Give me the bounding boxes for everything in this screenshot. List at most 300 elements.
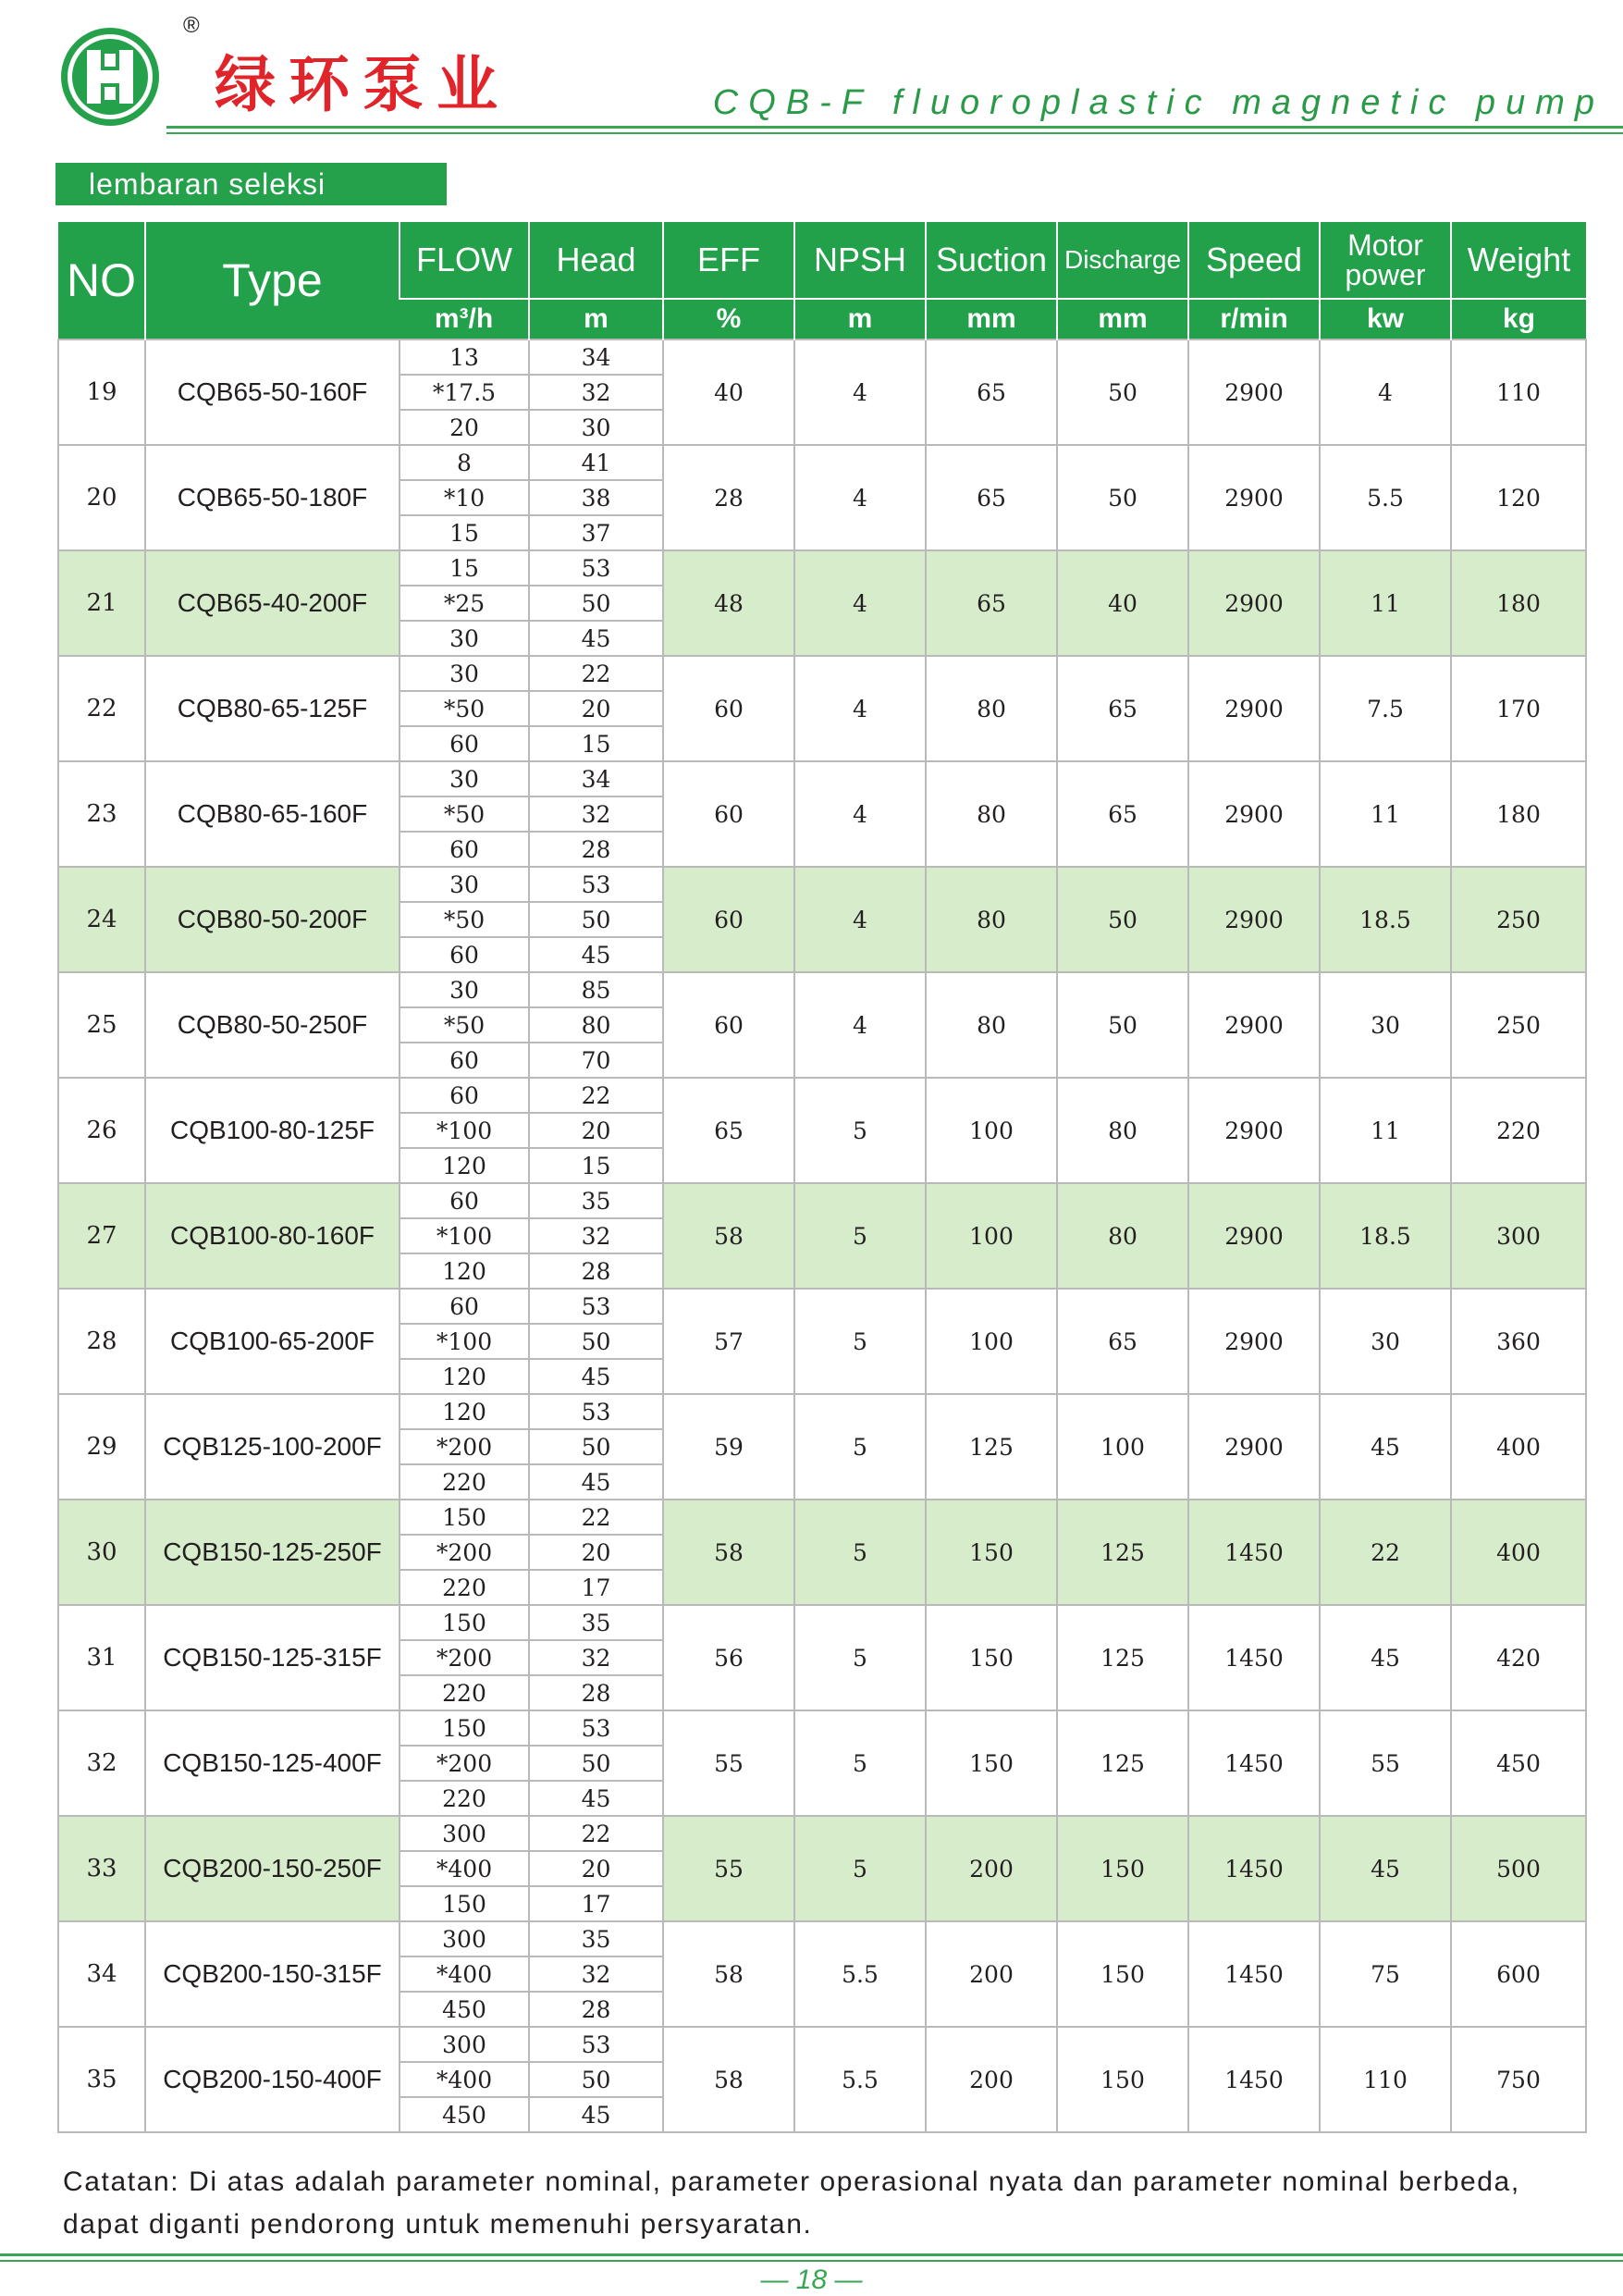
cell-head: 50 bbox=[529, 1746, 663, 1781]
cell-flow: 60 bbox=[400, 1043, 529, 1078]
footer-divider bbox=[0, 2253, 1623, 2256]
table-row bbox=[58, 1183, 1586, 1218]
cell-head: 35 bbox=[529, 1605, 663, 1640]
cell-head: 85 bbox=[529, 972, 663, 1007]
cell-head: 22 bbox=[529, 1500, 663, 1535]
selection-table bbox=[57, 222, 1587, 2133]
cell-discharge: 65 bbox=[1057, 761, 1188, 867]
col-header-speed: Speed bbox=[1188, 222, 1320, 299]
cell-flow: 450 bbox=[400, 1992, 529, 2027]
cell-eff: 28 bbox=[663, 445, 794, 550]
cell-flow: 120 bbox=[400, 1394, 529, 1429]
cell-type: CQB150-125-400F bbox=[145, 1710, 400, 1816]
cell-weight: 180 bbox=[1451, 550, 1586, 656]
cell-speed: 2900 bbox=[1188, 1394, 1320, 1500]
cell-weight: 120 bbox=[1451, 445, 1586, 550]
brand-name: 绿环泵业 bbox=[215, 48, 510, 120]
cell-motor: 11 bbox=[1320, 550, 1451, 656]
cell-flow: 300 bbox=[400, 1921, 529, 1957]
cell-suction: 100 bbox=[926, 1289, 1057, 1394]
cell-no: 31 bbox=[58, 1605, 145, 1710]
cell-discharge: 65 bbox=[1057, 1289, 1188, 1394]
cell-discharge: 65 bbox=[1057, 656, 1188, 761]
cell-no: 27 bbox=[58, 1183, 145, 1289]
cell-npsh: 4 bbox=[794, 761, 926, 867]
cell-head: 50 bbox=[529, 902, 663, 937]
cell-weight: 750 bbox=[1451, 2027, 1586, 2132]
cell-npsh: 5 bbox=[794, 1605, 926, 1710]
cell-head: 37 bbox=[529, 515, 663, 550]
cell-flow: *10 bbox=[400, 480, 529, 515]
cell-weight: 600 bbox=[1451, 1921, 1586, 2027]
unit-weight: kg bbox=[1451, 299, 1586, 339]
cell-flow: 15 bbox=[400, 515, 529, 550]
cell-discharge: 50 bbox=[1057, 972, 1188, 1078]
col-header-head: Head bbox=[529, 222, 663, 299]
cell-motor: 75 bbox=[1320, 1921, 1451, 2027]
cell-suction: 100 bbox=[926, 1183, 1057, 1289]
cell-weight: 170 bbox=[1451, 656, 1586, 761]
page-number: — 18 — bbox=[760, 2265, 863, 2295]
cell-type: CQB65-50-180F bbox=[145, 445, 400, 550]
cell-type: CQB100-80-160F bbox=[145, 1183, 400, 1289]
cell-motor: 4 bbox=[1320, 339, 1451, 445]
cell-head: 45 bbox=[529, 937, 663, 972]
unit-suction: mm bbox=[926, 299, 1057, 339]
cell-speed: 2900 bbox=[1188, 1078, 1320, 1183]
cell-flow: 30 bbox=[400, 867, 529, 902]
cell-flow: 30 bbox=[400, 972, 529, 1007]
cell-flow: 60 bbox=[400, 832, 529, 867]
cell-discharge: 80 bbox=[1057, 1183, 1188, 1289]
cell-suction: 65 bbox=[926, 445, 1057, 550]
cell-weight: 180 bbox=[1451, 761, 1586, 867]
cell-flow: *50 bbox=[400, 902, 529, 937]
cell-weight: 420 bbox=[1451, 1605, 1586, 1710]
cell-head: 53 bbox=[529, 550, 663, 586]
cell-head: 22 bbox=[529, 656, 663, 691]
cell-flow: *17.5 bbox=[400, 375, 529, 410]
cell-motor: 45 bbox=[1320, 1394, 1451, 1500]
cell-suction: 200 bbox=[926, 1921, 1057, 2027]
cell-npsh: 5 bbox=[794, 1078, 926, 1183]
cell-flow: 300 bbox=[400, 1816, 529, 1851]
cell-head: 32 bbox=[529, 375, 663, 410]
cell-weight: 400 bbox=[1451, 1500, 1586, 1605]
cell-eff: 65 bbox=[663, 1078, 794, 1183]
cell-head: 20 bbox=[529, 1113, 663, 1148]
cell-eff: 60 bbox=[663, 761, 794, 867]
footer-divider-thin bbox=[0, 2260, 1623, 2262]
header-divider bbox=[166, 126, 1623, 129]
cell-suction: 200 bbox=[926, 2027, 1057, 2132]
cell-suction: 125 bbox=[926, 1394, 1057, 1500]
cell-no: 25 bbox=[58, 972, 145, 1078]
cell-eff: 60 bbox=[663, 656, 794, 761]
cell-flow: 60 bbox=[400, 726, 529, 761]
cell-flow: 60 bbox=[400, 1289, 529, 1324]
cell-flow: 60 bbox=[400, 937, 529, 972]
cell-eff: 58 bbox=[663, 2027, 794, 2132]
cell-head: 35 bbox=[529, 1183, 663, 1218]
cell-head: 28 bbox=[529, 1992, 663, 2027]
cell-no: 34 bbox=[58, 1921, 145, 2027]
cell-flow: 220 bbox=[400, 1781, 529, 1816]
cell-flow: 8 bbox=[400, 445, 529, 480]
cell-flow: 150 bbox=[400, 1710, 529, 1746]
cell-suction: 100 bbox=[926, 1078, 1057, 1183]
cell-eff: 58 bbox=[663, 1500, 794, 1605]
cell-eff: 55 bbox=[663, 1710, 794, 1816]
cell-flow: *100 bbox=[400, 1324, 529, 1359]
cell-npsh: 4 bbox=[794, 445, 926, 550]
cell-head: 20 bbox=[529, 1851, 663, 1886]
cell-speed: 2900 bbox=[1188, 550, 1320, 656]
cell-weight: 250 bbox=[1451, 972, 1586, 1078]
cell-head: 80 bbox=[529, 1007, 663, 1043]
cell-flow: 30 bbox=[400, 621, 529, 656]
cell-motor: 30 bbox=[1320, 1289, 1451, 1394]
cell-motor: 45 bbox=[1320, 1605, 1451, 1710]
cell-type: CQB125-100-200F bbox=[145, 1394, 400, 1500]
cell-motor: 18.5 bbox=[1320, 867, 1451, 972]
cell-discharge: 50 bbox=[1057, 339, 1188, 445]
cell-no: 28 bbox=[58, 1289, 145, 1394]
cell-type: CQB150-125-315F bbox=[145, 1605, 400, 1710]
cell-eff: 56 bbox=[663, 1605, 794, 1710]
table-row bbox=[58, 339, 1586, 375]
cell-flow: 20 bbox=[400, 410, 529, 445]
cell-weight: 220 bbox=[1451, 1078, 1586, 1183]
cell-speed: 1450 bbox=[1188, 2027, 1320, 2132]
cell-speed: 1450 bbox=[1188, 1710, 1320, 1816]
cell-head: 30 bbox=[529, 410, 663, 445]
cell-head: 20 bbox=[529, 1535, 663, 1570]
cell-eff: 57 bbox=[663, 1289, 794, 1394]
cell-motor: 45 bbox=[1320, 1816, 1451, 1921]
cell-motor: 55 bbox=[1320, 1710, 1451, 1816]
cell-head: 34 bbox=[529, 339, 663, 375]
unit-eff: % bbox=[663, 299, 794, 339]
col-header-weight: Weight bbox=[1451, 222, 1586, 299]
cell-npsh: 5 bbox=[794, 1500, 926, 1605]
cell-flow: 120 bbox=[400, 1359, 529, 1394]
cell-head: 17 bbox=[529, 1886, 663, 1921]
cell-npsh: 4 bbox=[794, 867, 926, 972]
cell-flow: 30 bbox=[400, 656, 529, 691]
cell-type: CQB65-40-200F bbox=[145, 550, 400, 656]
cell-flow: 13 bbox=[400, 339, 529, 375]
cell-no: 32 bbox=[58, 1710, 145, 1816]
cell-speed: 2900 bbox=[1188, 339, 1320, 445]
cell-npsh: 5 bbox=[794, 1710, 926, 1816]
cell-head: 45 bbox=[529, 621, 663, 656]
cell-head: 50 bbox=[529, 1324, 663, 1359]
cell-discharge: 125 bbox=[1057, 1605, 1188, 1710]
cell-speed: 2900 bbox=[1188, 1289, 1320, 1394]
cell-weight: 360 bbox=[1451, 1289, 1586, 1394]
table-row bbox=[58, 656, 1586, 691]
table-row bbox=[58, 1394, 1586, 1429]
col-header-motor-line2: power bbox=[1345, 258, 1426, 291]
cell-speed: 1450 bbox=[1188, 1605, 1320, 1710]
unit-npsh: m bbox=[794, 299, 926, 339]
cell-discharge: 50 bbox=[1057, 867, 1188, 972]
cell-no: 22 bbox=[58, 656, 145, 761]
cell-npsh: 4 bbox=[794, 550, 926, 656]
company-logo bbox=[59, 26, 161, 128]
cell-weight: 400 bbox=[1451, 1394, 1586, 1500]
cell-flow: *200 bbox=[400, 1429, 529, 1464]
cell-flow: 60 bbox=[400, 1078, 529, 1113]
cell-head: 45 bbox=[529, 1781, 663, 1816]
cell-motor: 11 bbox=[1320, 761, 1451, 867]
cell-suction: 150 bbox=[926, 1710, 1057, 1816]
cell-type: CQB65-50-160F bbox=[145, 339, 400, 445]
cell-npsh: 5 bbox=[794, 1289, 926, 1394]
header-divider-thin bbox=[166, 132, 1623, 134]
cell-flow: *50 bbox=[400, 691, 529, 726]
cell-eff: 60 bbox=[663, 972, 794, 1078]
cell-flow: *200 bbox=[400, 1535, 529, 1570]
cell-flow: *50 bbox=[400, 1007, 529, 1043]
cell-head: 38 bbox=[529, 480, 663, 515]
cell-motor: 18.5 bbox=[1320, 1183, 1451, 1289]
cell-type: CQB100-65-200F bbox=[145, 1289, 400, 1394]
cell-flow: *100 bbox=[400, 1113, 529, 1148]
cell-head: 28 bbox=[529, 1675, 663, 1710]
table-row bbox=[58, 1605, 1586, 1640]
cell-head: 70 bbox=[529, 1043, 663, 1078]
cell-suction: 80 bbox=[926, 656, 1057, 761]
cell-suction: 200 bbox=[926, 1816, 1057, 1921]
table-row bbox=[58, 1710, 1586, 1746]
cell-type: CQB100-80-125F bbox=[145, 1078, 400, 1183]
cell-head: 15 bbox=[529, 726, 663, 761]
cell-head: 34 bbox=[529, 761, 663, 796]
cell-npsh: 4 bbox=[794, 339, 926, 445]
unit-flow: m³/h bbox=[400, 299, 529, 339]
cell-discharge: 40 bbox=[1057, 550, 1188, 656]
cell-npsh: 4 bbox=[794, 972, 926, 1078]
cell-flow: *400 bbox=[400, 1851, 529, 1886]
cell-type: CQB150-125-250F bbox=[145, 1500, 400, 1605]
cell-npsh: 4 bbox=[794, 656, 926, 761]
cell-npsh: 5.5 bbox=[794, 2027, 926, 2132]
table-row bbox=[58, 1078, 1586, 1113]
cell-suction: 80 bbox=[926, 972, 1057, 1078]
cell-head: 22 bbox=[529, 1078, 663, 1113]
unit-speed: r/min bbox=[1188, 299, 1320, 339]
cell-motor: 11 bbox=[1320, 1078, 1451, 1183]
col-header-npsh: NPSH bbox=[794, 222, 926, 299]
cell-speed: 2900 bbox=[1188, 972, 1320, 1078]
cell-flow: 300 bbox=[400, 2027, 529, 2062]
cell-discharge: 80 bbox=[1057, 1078, 1188, 1183]
cell-speed: 2900 bbox=[1188, 445, 1320, 550]
cell-motor: 30 bbox=[1320, 972, 1451, 1078]
cell-speed: 1450 bbox=[1188, 1921, 1320, 2027]
cell-flow: *200 bbox=[400, 1746, 529, 1781]
cell-no: 21 bbox=[58, 550, 145, 656]
cell-head: 20 bbox=[529, 691, 663, 726]
cell-discharge: 125 bbox=[1057, 1710, 1188, 1816]
cell-weight: 250 bbox=[1451, 867, 1586, 972]
cell-npsh: 5.5 bbox=[794, 1921, 926, 2027]
section-tab: lembaran seleksi bbox=[55, 163, 447, 205]
cell-discharge: 125 bbox=[1057, 1500, 1188, 1605]
table-row bbox=[58, 1289, 1586, 1324]
cell-eff: 58 bbox=[663, 1921, 794, 2027]
cell-flow: 60 bbox=[400, 1183, 529, 1218]
table-row bbox=[58, 550, 1586, 586]
cell-suction: 65 bbox=[926, 550, 1057, 656]
cell-head: 53 bbox=[529, 867, 663, 902]
cell-speed: 1450 bbox=[1188, 1816, 1320, 1921]
cell-npsh: 5 bbox=[794, 1394, 926, 1500]
cell-flow: 150 bbox=[400, 1605, 529, 1640]
cell-flow: 220 bbox=[400, 1675, 529, 1710]
cell-head: 28 bbox=[529, 832, 663, 867]
cell-eff: 48 bbox=[663, 550, 794, 656]
cell-flow: 120 bbox=[400, 1148, 529, 1183]
cell-eff: 55 bbox=[663, 1816, 794, 1921]
cell-flow: *25 bbox=[400, 586, 529, 621]
cell-weight: 500 bbox=[1451, 1816, 1586, 1921]
cell-head: 45 bbox=[529, 2097, 663, 2132]
cell-speed: 2900 bbox=[1188, 761, 1320, 867]
cell-suction: 150 bbox=[926, 1500, 1057, 1605]
cell-head: 32 bbox=[529, 1218, 663, 1253]
cell-no: 23 bbox=[58, 761, 145, 867]
cell-head: 15 bbox=[529, 1148, 663, 1183]
cell-weight: 110 bbox=[1451, 339, 1586, 445]
cell-flow: 150 bbox=[400, 1500, 529, 1535]
cell-no: 30 bbox=[58, 1500, 145, 1605]
cell-flow: 30 bbox=[400, 761, 529, 796]
product-title: CQB-F fluoroplastic magnetic pump bbox=[712, 83, 1605, 122]
table-row bbox=[58, 2027, 1586, 2062]
cell-suction: 80 bbox=[926, 867, 1057, 972]
cell-no: 19 bbox=[58, 339, 145, 445]
cell-weight: 450 bbox=[1451, 1710, 1586, 1816]
cell-eff: 58 bbox=[663, 1183, 794, 1289]
cell-head: 22 bbox=[529, 1816, 663, 1851]
cell-head: 53 bbox=[529, 1289, 663, 1324]
col-header-motor-line1: Motor bbox=[1347, 228, 1423, 262]
cell-suction: 80 bbox=[926, 761, 1057, 867]
cell-flow: *50 bbox=[400, 796, 529, 832]
cell-head: 45 bbox=[529, 1464, 663, 1500]
unit-discharge: mm bbox=[1057, 299, 1188, 339]
cell-flow: 150 bbox=[400, 1886, 529, 1921]
cell-flow: 15 bbox=[400, 550, 529, 586]
cell-npsh: 5 bbox=[794, 1816, 926, 1921]
col-header-discharge: Discharge bbox=[1057, 222, 1188, 299]
cell-flow: 220 bbox=[400, 1464, 529, 1500]
col-header-no: NO bbox=[58, 222, 145, 339]
cell-type: CQB80-50-250F bbox=[145, 972, 400, 1078]
cell-head: 41 bbox=[529, 445, 663, 480]
cell-head: 32 bbox=[529, 1957, 663, 1992]
cell-motor: 7.5 bbox=[1320, 656, 1451, 761]
cell-weight: 300 bbox=[1451, 1183, 1586, 1289]
table-row bbox=[58, 445, 1586, 480]
col-header-eff: EFF bbox=[663, 222, 794, 299]
cell-discharge: 150 bbox=[1057, 2027, 1188, 2132]
cell-eff: 40 bbox=[663, 339, 794, 445]
cell-speed: 2900 bbox=[1188, 1183, 1320, 1289]
cell-flow: *400 bbox=[400, 2062, 529, 2097]
cell-type: CQB200-150-315F bbox=[145, 1921, 400, 2027]
table-row bbox=[58, 761, 1586, 796]
cell-head: 32 bbox=[529, 796, 663, 832]
cell-flow: *200 bbox=[400, 1640, 529, 1675]
cell-eff: 59 bbox=[663, 1394, 794, 1500]
cell-no: 20 bbox=[58, 445, 145, 550]
cell-flow: 220 bbox=[400, 1570, 529, 1605]
cell-type: CQB80-50-200F bbox=[145, 867, 400, 972]
cell-discharge: 150 bbox=[1057, 1816, 1188, 1921]
cell-head: 50 bbox=[529, 2062, 663, 2097]
cell-no: 29 bbox=[58, 1394, 145, 1500]
cell-suction: 150 bbox=[926, 1605, 1057, 1710]
cell-eff: 60 bbox=[663, 867, 794, 972]
cell-head: 17 bbox=[529, 1570, 663, 1605]
cell-type: CQB200-150-400F bbox=[145, 2027, 400, 2132]
cell-discharge: 150 bbox=[1057, 1921, 1188, 2027]
cell-discharge: 50 bbox=[1057, 445, 1188, 550]
cell-flow: *400 bbox=[400, 1957, 529, 1992]
cell-head: 50 bbox=[529, 1429, 663, 1464]
cell-head: 53 bbox=[529, 1394, 663, 1429]
cell-head: 32 bbox=[529, 1640, 663, 1675]
unit-head: m bbox=[529, 299, 663, 339]
cell-flow: 120 bbox=[400, 1253, 529, 1289]
cell-flow: 450 bbox=[400, 2097, 529, 2132]
cell-no: 26 bbox=[58, 1078, 145, 1183]
cell-speed: 2900 bbox=[1188, 656, 1320, 761]
table-row bbox=[58, 1816, 1586, 1851]
col-header-suction: Suction bbox=[926, 222, 1057, 299]
unit-motor: kw bbox=[1320, 299, 1451, 339]
cell-no: 24 bbox=[58, 867, 145, 972]
cell-no: 35 bbox=[58, 2027, 145, 2132]
cell-head: 53 bbox=[529, 1710, 663, 1746]
table-row bbox=[58, 1500, 1586, 1535]
table-body bbox=[58, 339, 1586, 2132]
cell-head: 53 bbox=[529, 2027, 663, 2062]
cell-head: 50 bbox=[529, 586, 663, 621]
cell-flow: *100 bbox=[400, 1218, 529, 1253]
cell-speed: 2900 bbox=[1188, 867, 1320, 972]
cell-type: CQB80-65-125F bbox=[145, 656, 400, 761]
cell-head: 45 bbox=[529, 1359, 663, 1394]
cell-motor: 5.5 bbox=[1320, 445, 1451, 550]
cell-head: 28 bbox=[529, 1253, 663, 1289]
table-row bbox=[58, 1921, 1586, 1957]
registered-mark: ® bbox=[183, 13, 200, 38]
footnote: Catatan: Di atas adalah parameter nominal, parameter operasional nyata dan parameter nominal berbeda, dapat diganti pendorong untuk memenuhi persyaratan. bbox=[63, 2166, 1520, 2240]
col-header-flow: FLOW bbox=[400, 222, 529, 299]
col-header-motor bbox=[1320, 222, 1451, 299]
col-header-type: Type bbox=[145, 222, 400, 339]
cell-head: 35 bbox=[529, 1921, 663, 1957]
cell-no: 33 bbox=[58, 1816, 145, 1921]
table-row bbox=[58, 867, 1586, 902]
cell-type: CQB200-150-250F bbox=[145, 1816, 400, 1921]
table-row bbox=[58, 972, 1586, 1007]
